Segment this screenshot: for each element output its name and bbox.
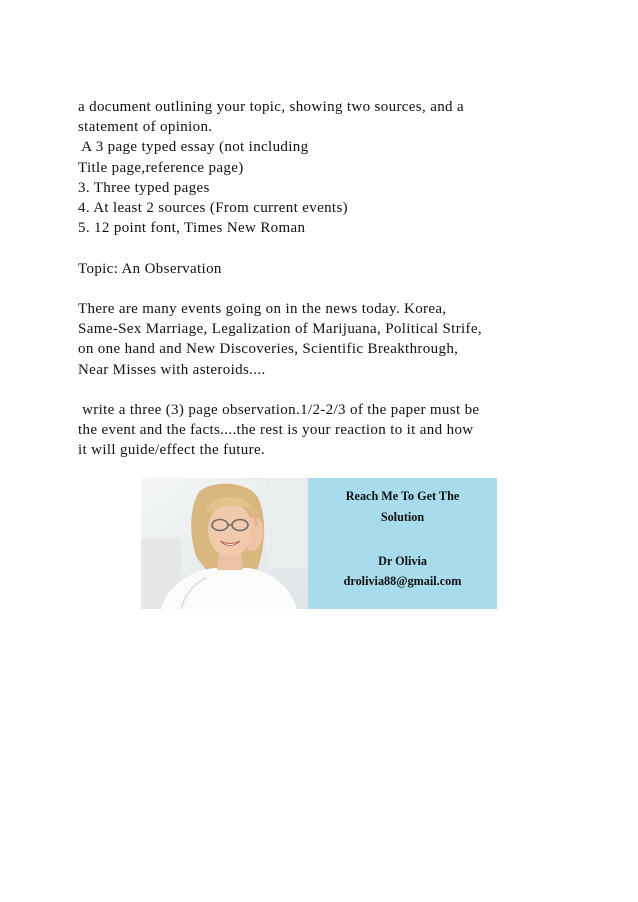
woman-photo-illustration <box>141 478 308 609</box>
blank-line <box>78 279 598 299</box>
topic-heading: Topic: An Observation <box>78 260 222 277</box>
text-line: on one hand and New Discoveries, Scientific Breakthrough, <box>78 341 459 358</box>
blank-line <box>78 380 598 400</box>
contact-banner <box>141 478 497 609</box>
text-line: 4. At least 2 sources (From current events) <box>78 200 348 217</box>
contact-panel <box>308 478 497 609</box>
text-line: statement of opinion. <box>78 119 213 136</box>
text-line: A 3 page typed essay (not including <box>78 139 309 156</box>
text-line: 3. Three typed pages <box>78 179 210 196</box>
document-body <box>78 97 598 461</box>
blank-line <box>78 238 598 258</box>
text-line: There are many events going on in the news today. Korea, <box>78 301 447 317</box>
text-line: it will guide/effect the future. <box>78 442 266 459</box>
contact-email[interactable]: drolivia88@gmail.com <box>343 574 462 588</box>
woman-photo <box>141 478 308 609</box>
text-line: 5. 12 point font, Times New Roman <box>78 220 306 237</box>
text-line: write a three (3) page observation.1/2-2/3 of the paper must be <box>78 402 480 418</box>
text-line: a document outlining your topic, showing two sources, and a <box>78 99 465 115</box>
contact-heading-2: Solution <box>380 510 425 524</box>
text-line: Title page,reference page) <box>78 159 244 176</box>
text-line: Same-Sex Marriage, Legalization of Marijuana, Political Strife, <box>78 321 483 338</box>
contact-heading: Reach Me To Get The <box>345 489 460 503</box>
contact-name: Dr Olivia <box>378 554 427 568</box>
text-line: the event and the facts....the rest is your reaction to it and how <box>78 422 474 439</box>
text-line: Near Misses with asteroids.... <box>78 361 266 378</box>
